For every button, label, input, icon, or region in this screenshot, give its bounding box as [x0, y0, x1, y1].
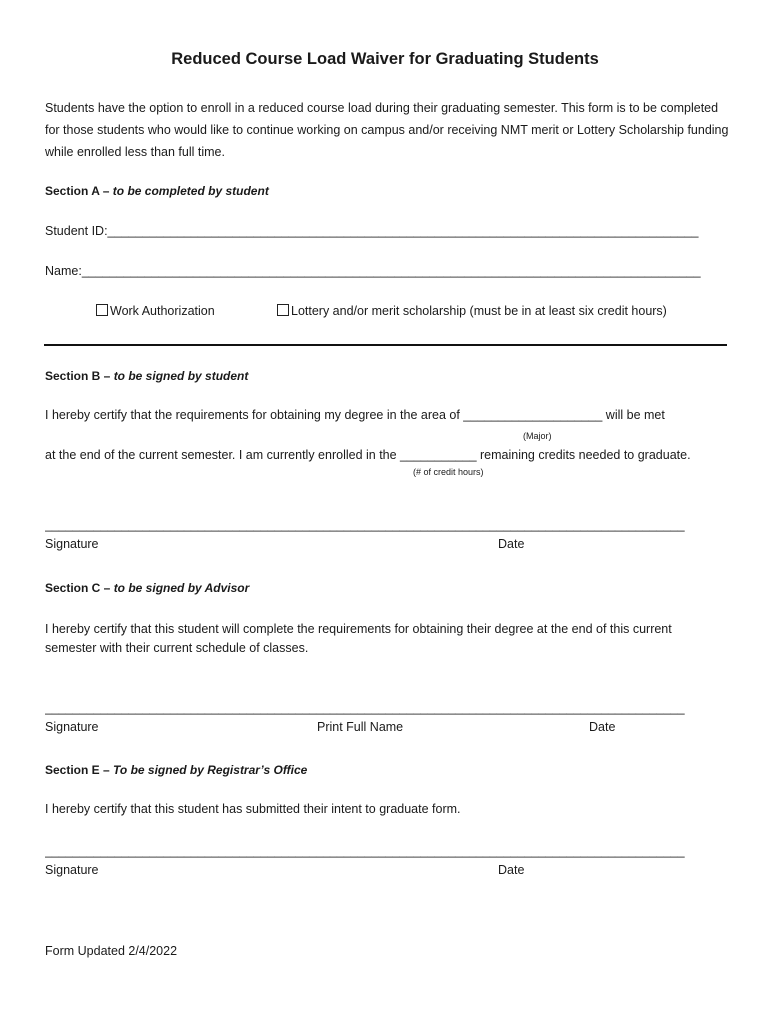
name-label: Name: — [45, 264, 82, 278]
section-divider — [44, 344, 727, 346]
lottery-scholarship-label: Lottery and/or merit scholarship (must be in at least six credit hours) — [291, 304, 667, 318]
credit-hours-note: (# of credit hours) — [413, 467, 484, 477]
section-e-heading-prefix: Section E – — [45, 763, 114, 777]
advisor-signature-line[interactable]: ____________________________________________________________________________________________ — [45, 701, 685, 715]
student-id-line[interactable]: _____________________________________________________________________________________ — [107, 224, 699, 238]
credits-certification-text: at the end of the current semester. I am currently enrolled in the ___________ remaining credits needed to graduate. — [45, 448, 691, 462]
student-id-field[interactable] — [45, 224, 727, 238]
form-updated-footer: Form Updated 2/4/2022 — [45, 944, 178, 958]
intro-paragraph: Students have the option to enroll in a reduced course load during their graduating semester. This form is to be completed for those students who would like to continue working on campus and/or receiving NMT merit or Lottery Scholarship funding while enrolled less than full time. — [45, 101, 729, 159]
section-a-heading — [45, 184, 269, 198]
section-e-heading — [45, 763, 307, 777]
work-authorization-option[interactable] — [96, 304, 215, 318]
advisor-date-label: Date — [589, 720, 616, 734]
work-authorization-checkbox[interactable] — [96, 304, 108, 316]
advisor-print-name-label: Print Full Name — [317, 720, 404, 734]
student-signature-line[interactable]: ____________________________________________________________________________________________ — [45, 518, 685, 532]
degree-certification-text: I hereby certify that the requirements for obtaining my degree in the area of ____________________ will be met — [45, 408, 665, 422]
advisor-certification-text: I hereby certify that this student will complete the requirements for obtaining their degree at the end of this current semester with their current schedule of classes. — [45, 622, 672, 655]
section-b-heading-prefix: Section B – — [45, 369, 114, 383]
student-signature-label: Signature — [45, 537, 99, 551]
name-field[interactable] — [45, 264, 727, 278]
lottery-scholarship-checkbox[interactable] — [277, 304, 289, 316]
section-b-heading-italic: to be signed by student — [113, 369, 249, 383]
section-a-heading-italic: to be completed by student — [112, 184, 269, 198]
section-a-heading-prefix: Section A – — [45, 184, 113, 198]
lottery-scholarship-option[interactable] — [277, 304, 667, 318]
work-authorization-label: Work Authorization — [110, 304, 215, 318]
registrar-date-label: Date — [498, 863, 525, 877]
major-note: (Major) — [523, 431, 552, 441]
advisor-signature-label: Signature — [45, 720, 99, 734]
name-line[interactable]: _________________________________________________________________________________________ — [81, 264, 701, 278]
section-b-heading — [45, 369, 248, 383]
section-c-heading-prefix: Section C – — [45, 581, 114, 595]
registrar-signature-line[interactable]: ____________________________________________________________________________________________ — [45, 844, 685, 858]
section-c-heading-italic: to be signed by Advisor — [113, 581, 250, 595]
section-e-heading-italic: To be signed by Registrar’s Office — [113, 763, 308, 777]
page-title: Reduced Course Load Waiver for Graduating Students — [171, 50, 599, 68]
student-id-label: Student ID: — [45, 224, 108, 238]
student-date-label: Date — [498, 537, 525, 551]
section-c-heading — [45, 581, 249, 595]
registrar-certification-text: I hereby certify that this student has submitted their intent to graduate form. — [45, 802, 461, 816]
registrar-signature-label: Signature — [45, 863, 99, 877]
